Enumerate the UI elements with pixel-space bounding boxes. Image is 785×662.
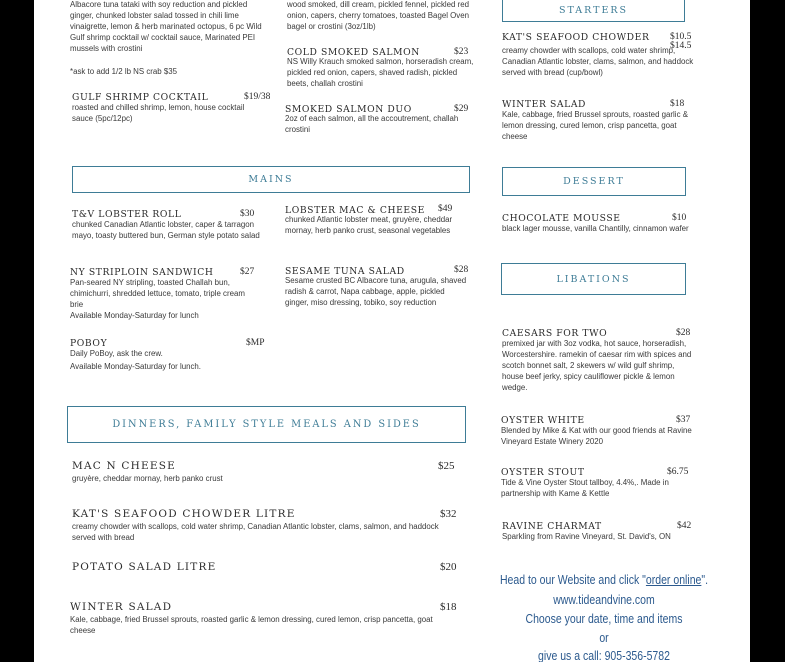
cold-smoked-salmon-name: COLD SMOKED SALMON [287, 47, 420, 58]
main-lobster-mac-description: chunked Atlantic lobster meat, gruyère, cheddar mornay, herb panko crust, seasonal vegetables [285, 215, 453, 235]
website-url-link[interactable]: www.tideandvine.com [553, 593, 655, 607]
libation-ravine-charmat-price: $42 [677, 521, 692, 531]
smoked-salmon-duo-name: SMOKED SALMON DUO [285, 104, 412, 115]
menu-page [34, 0, 750, 662]
main-striploin-description: Pan-seared NY stripling, toasted Challah bun, chimichurri, shredded lettuce, tomato, triple cream brie [70, 278, 245, 309]
cold-smoked-salmon-price: $23 [454, 47, 469, 57]
main-striploin-note: Available Monday-Saturday for lunch [70, 311, 199, 320]
main-tuna-salad-description: Sesame crusted BC Albacore tuna, arugula, shaved radish & carrot, Napa cabbage, apple, pickled ginger, miso dressing, tobiko, soy reduction [285, 276, 467, 307]
tuna-platter-description: Albacore tuna tataki with soy reduction and pickled ginger, chunked lobster salad tossed in chili lime vinaigrette, lemon & herb marinated octopus, 6 pc Wild Gulf shrimp cocktail w/ cocktail sauce, Marinated PEI mussels with crostini [70, 0, 262, 53]
main-lobster-roll-description: chunked Canadian Atlantic lobster, caper & tarragon mayo, toasty buttered bun, German style potato salad [72, 220, 260, 240]
starter-chowder-price-cup: $10.5 [670, 32, 692, 42]
libation-oyster-stout-price: $6.75 [667, 467, 689, 477]
family-winter-salad-price: $18 [440, 601, 457, 613]
cold-smoked-salmon-description: NS Willy Krauch smoked salmon, horseradish cream, pickled red onion, capers, shaved radish, pickled beets, challah crostini [287, 57, 474, 88]
gulf-shrimp-price: $19/38 [244, 92, 271, 102]
starter-chowder-description: creamy chowder with scallops, cold water shrimp, Canadian Atlantic lobster, clams, salmon, and haddock served with bread (cup/bowl) [502, 46, 694, 77]
phone-number[interactable]: give us a call: 905-356-5782 [538, 649, 670, 662]
main-striploin-price: $27 [240, 267, 255, 277]
starter-winter-salad-price: $18 [670, 99, 685, 109]
family-potato-salad-name: POTATO SALAD LITRE [72, 561, 217, 573]
starters-header [502, 0, 685, 22]
main-poboy-note: Available Monday-Saturday for lunch. [70, 362, 202, 371]
main-lobster-roll-name: T&V LOBSTER ROLL [72, 209, 182, 220]
dessert-mousse-price: $10 [672, 213, 687, 223]
family-winter-salad-name: WINTER SALAD [70, 601, 173, 613]
promo-line-or: or [599, 631, 609, 645]
libation-ravine-charmat-name: RAVINE CHARMAT [502, 521, 602, 532]
smoked-salmon-description: wood smoked, dill cream, pickled fennel, pickled red onion, capers, cherry tomatoes, toasted Bagel Oven bagel or crostini (3oz/1lb) [287, 0, 470, 31]
libation-oyster-white-name: OYSTER WHITE [501, 415, 585, 426]
promo-line-choose: Choose your date, time and items [525, 612, 683, 626]
libation-oyster-stout-description: Tide & Vine Oyster Stout tallboy, 4.4%,. Made in partnership with Kame & Kettle [501, 478, 669, 498]
promo-text-b: ". [701, 573, 709, 587]
starter-chowder-price-bowl: $14.5 [670, 41, 692, 51]
starters-header-label: STARTERS [558, 4, 629, 16]
main-poboy-description: Daily PoBoy, ask the crew. [70, 349, 163, 358]
main-lobster-mac-name: LOBSTER MAC & CHEESE [285, 205, 425, 216]
main-lobster-mac-price: $49 [438, 204, 453, 214]
order-online-link[interactable]: order online [645, 573, 702, 587]
main-poboy-price: $MP [246, 338, 265, 348]
gulf-shrimp-name: GULF SHRIMP COCKTAIL [72, 92, 209, 103]
family-meals-header [67, 406, 466, 443]
libation-caesars-description: premixed jar with 3oz vodka, hot sauce, horseradish, Worcestershire. ramekin of caesar rim with spices and scotch bonnet salt, 2 skewers w/ wild gulf shrimp, house beef jerky, spicy cauliflower pickle & lemon wedge. [502, 339, 692, 392]
promo-text-a: Head to our Website and click " [499, 573, 646, 587]
libation-caesars-name: CAESARS FOR TWO [502, 328, 608, 339]
libation-oyster-white-price: $37 [676, 415, 691, 425]
starter-winter-salad-description: Kale, cabbage, fried Brussel sprouts, roasted garlic & lemon dressing, cured lemon, crisp pancetta, goat cheese [502, 110, 688, 141]
starter-winter-salad-name: WINTER SALAD [502, 99, 587, 110]
libation-oyster-white-description: Blended by Mike & Kat with our good friends at Ravine Vineyard Estate Winery 2020 [501, 426, 692, 446]
dessert-header [502, 167, 686, 196]
promo-line-website [495, 573, 713, 587]
dessert-mousse-description: black lager mousse, vanilla Chantilly, cinnamon wafer [502, 224, 689, 233]
libation-oyster-stout-name: OYSTER STOUT [501, 467, 585, 478]
mains-header [72, 166, 470, 193]
family-winter-salad-description: Kale, cabbage, fried Brussel sprouts, roasted garlic & lemon dressing, cured lemon, crisp pancetta, goat cheese [70, 615, 433, 635]
libations-header-label: LIBATIONS [556, 273, 631, 285]
main-striploin-name: NY STRIPLOIN SANDWICH [70, 267, 214, 278]
family-mac-cheese-price: $25 [438, 460, 455, 472]
main-lobster-roll-price: $30 [240, 209, 255, 219]
dessert-mousse-name: CHOCOLATE MOUSSE [502, 213, 621, 224]
main-tuna-salad-name: SESAME TUNA SALAD [285, 266, 405, 277]
libation-ravine-charmat-description: Sparkling from Ravine Vineyard, St. David's, ON [502, 532, 671, 541]
family-chowder-litre-name: KAT'S SEAFOOD CHOWDER LITRE [72, 508, 296, 520]
family-mac-cheese-description: gruyère, cheddar mornay, herb panko crust [72, 474, 223, 483]
family-mac-cheese-name: MAC N CHEESE [72, 460, 177, 472]
mains-header-label: MAINS [248, 174, 294, 185]
smoked-salmon-duo-description: 2oz of each salmon, all the accoutrement, challah crostini [285, 114, 459, 134]
starter-chowder-name: KAT'S SEAFOOD CHOWDER [502, 32, 650, 43]
family-meals-header-label: DINNERS, FAMILY STYLE MEALS AND SIDES [112, 419, 421, 430]
gulf-shrimp-description: roasted and chilled shrimp, lemon, house cocktail sauce (5pc/12pc) [72, 103, 245, 123]
family-potato-salad-price: $20 [440, 561, 457, 573]
libation-caesars-price: $28 [676, 328, 691, 338]
main-poboy-name: POBOY [70, 338, 108, 349]
main-tuna-salad-price: $28 [454, 265, 469, 275]
dessert-header-label: DESSERT [563, 176, 625, 187]
tuna-platter-note: *ask to add 1/2 lb NS crab $35 [70, 67, 178, 76]
smoked-salmon-duo-price: $29 [454, 104, 469, 114]
family-chowder-litre-price: $32 [440, 508, 457, 520]
libations-header [501, 263, 686, 295]
family-chowder-litre-description: creamy chowder with scallops, cold water shrimp, Canadian Atlantic lobster, clams, salmon, and haddock served with bread [72, 522, 439, 542]
